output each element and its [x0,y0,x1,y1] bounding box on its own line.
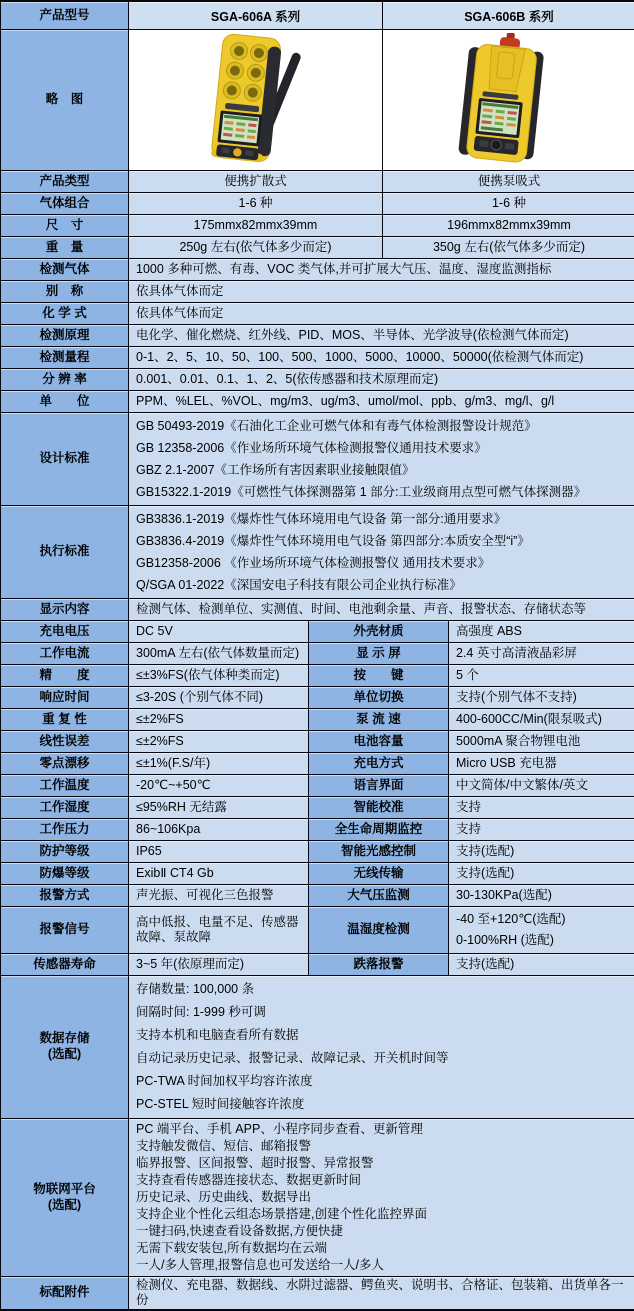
storage-line: 间隔时间: 1-999 秒可调 [136,1005,266,1019]
header-sga-606a-text: SGA-606A 系列 [210,9,301,24]
pair-value-2 [449,643,634,665]
pair-value-1 [129,907,309,954]
pair-label-2 [309,797,449,819]
pair-value-1 [129,753,309,775]
label-text: 泵 流 速 [356,711,401,726]
value-text: 0.001、0.01、0.1、1、2、5(依传感器和技术原理而定) [136,372,439,386]
value-text: 5 个 [456,668,479,682]
pair-value-1 [129,775,309,797]
label-text: 化 学 式 [42,305,87,320]
display-content-label [1,599,129,621]
pair-value-1 [129,885,309,907]
pair-label-2 [309,731,449,753]
pair-value-1 [129,797,309,819]
units-label [1,391,129,413]
label-text: 防爆等级 [39,865,90,880]
label-text: 别 称 [45,283,84,298]
resolution-label [1,369,129,391]
label-text: 温湿度检测 [347,922,410,937]
pair-value-2 [449,885,634,907]
pair-value-1 [129,863,309,885]
accessories-label [1,1277,129,1310]
label-text: 智能校准 [353,799,404,814]
detect-principle-value [129,325,634,347]
row-design-standards [1,413,633,506]
label-line2: (选配) [47,1047,82,1061]
resolution-value [129,369,634,391]
label-text: 显 示 屏 [356,645,401,660]
value-text: 检测仪、充电器、数据线、水阱过滤器、鳄鱼夹、说明书、合格证、包装箱、出货单各一份 [136,1278,624,1307]
pair-label-2 [309,907,449,954]
row-alarm-mode [1,885,633,907]
value-text: ≤±2%FS [136,712,184,726]
pair-label-2 [309,863,449,885]
label-text: 跌落报警 [353,956,404,971]
value-text: 高中低报、电量不足、传感器故障、泵故障 [136,915,299,944]
value-text: 便携扩散式 [224,174,287,188]
value-text: IP65 [136,844,162,858]
row-working-pressure [1,819,633,841]
units-value [129,391,634,413]
row-charge-voltage [1,621,633,643]
value-text: DC 5V [136,624,173,638]
value-text: 350g 左右(依气体多少而定) [432,240,586,254]
label-text: 工作温度 [39,777,90,792]
label-text: 尺 寸 [45,217,84,232]
value-text: ≤±1%(F.S/年) [136,756,211,770]
data-storage-label [1,976,129,1119]
value-text: 400-600CC/Min(限泵吸式) [456,712,602,726]
value-text: 依具体气体而定 [136,306,224,320]
iot-line: 一键扫码,快速查看设备数据,方便快捷 [136,1224,343,1238]
label-text: 重 量 [45,239,84,254]
value-text: 声光振、可视化三色报警 [136,888,274,902]
dimensions-b [383,215,634,237]
gas-combination-a [129,193,383,215]
pair-label-2 [309,665,449,687]
pair-value-2 [449,731,634,753]
pair-label-2 [309,709,449,731]
label-text: 电池容量 [353,733,404,748]
standard-line: GBZ 2.1-2007《工作场所有害因素职业接触限值》 [136,463,415,477]
row-accessories [1,1277,633,1310]
pair-label-2 [309,621,449,643]
value-text: 高强度 ABS [456,624,522,638]
row-alarm-signal [1,907,633,954]
pair-value-2 [449,621,634,643]
row-protection-rating [1,841,633,863]
row-detect-range [1,347,633,369]
pair-value-2 [449,775,634,797]
dimensions-a [129,215,383,237]
value-text: 支持 [456,800,482,814]
value-text: 175mmx82mmx39mm [193,218,318,232]
value-text: 1000 多种可燃、有毒、VOC 类气体,并可扩展大气压、温度、湿度监测指标 [136,262,552,276]
storage-line: 存储数量: 100,000 条 [136,982,255,996]
gas-combination-b [383,193,634,215]
standard-line: Q/SGA 01-2022《深国安电子科技有限公司企业执行标准》 [136,578,462,592]
design-standards-label [1,413,129,506]
sga-606a-product-image [129,30,383,171]
label-text: 外壳材质 [353,623,404,638]
standard-line: GB3836.4-2019《爆炸性气体环境用电气设备 第四部分:本质安全型“i”》 [136,534,530,548]
row-sensor-life [1,954,633,976]
pair-value-2 [449,819,634,841]
label-text: 响应时间 [39,689,90,704]
value-text: 1-6 种 [491,196,527,210]
row-working-current [1,643,633,665]
pair-label-1 [1,775,129,797]
pair-label-2 [309,819,449,841]
value-text: ≤±2%FS [136,734,184,748]
row-repeatability [1,709,633,731]
standard-line: GB12358-2006 《作业场所环境气体检测报警仪 通用技术要求》 [136,556,491,570]
design-standards-value [129,413,634,506]
label-text: 充电电压 [39,623,90,638]
pair-label-2 [309,775,449,797]
pair-label-1 [1,885,129,907]
chemical-formula-value [129,303,634,325]
row-exec-standards [1,506,633,599]
detect-principle-label [1,325,129,347]
row-linearity-error [1,731,633,753]
row-zero-drift [1,753,633,775]
pair-value-2 [449,907,634,954]
label-text: 无线传输 [353,865,404,880]
storage-line: 支持本机和电脑查看所有数据 [136,1028,299,1042]
value-text: 196mmx82mmx39mm [447,218,571,232]
label-text [39,1031,89,1062]
pair-value-1 [129,665,309,687]
product-type-a [129,171,383,193]
label-text: 检测量程 [39,349,90,364]
storage-line: 自动记录历史记录、报警记录、故障记录、开关机时间等 [136,1051,449,1065]
label-text: 充电方式 [353,755,404,770]
pair-label-1 [1,863,129,885]
pair-label-2 [309,753,449,775]
label-line1: 数据存储 [39,1031,90,1046]
value-text: 30-130KPa(选配) [456,888,552,902]
value-text: 便携泵吸式 [477,174,541,188]
row-product-type [1,171,633,193]
label-text: 检测原理 [39,327,90,342]
pair-label-1 [1,643,129,665]
weight-b [383,237,634,259]
label-text: 精 度 [39,667,90,682]
storage-line: PC-STEL 短时间接触容许浓度 [136,1097,305,1111]
pair-value-2 [449,841,634,863]
pair-label-1 [1,665,129,687]
label-line1: 物联网平台 [33,1181,96,1196]
standard-line: GB3836.1-2019《爆炸性气体环境用电气设备 第一部分:通用要求》 [136,512,507,526]
exec-standards-value [129,506,634,599]
value-text: 0-1、2、5、10、50、100、500、1000、5000、10000、50000(依检测气体而定) [136,350,584,364]
iot-line: PC 端平台、手机 APP、小程序同步查看、更新管理 [136,1122,423,1136]
pair-label-2 [309,954,449,976]
sketch-row [1,30,633,171]
row-data-storage [1,976,633,1119]
accessories-value [129,1277,634,1310]
header-sga-606a [129,2,383,30]
header-sga-606b-text: SGA-606B 系列 [464,9,554,24]
value-text: 依具体气体而定 [136,284,224,298]
detect-gas-label [1,259,129,281]
row-working-temperature [1,775,633,797]
label-text: 工作电流 [39,645,90,660]
value-text: 支持(选配) [456,957,515,971]
row-dimensions [1,215,633,237]
label-text: 分 辨 率 [42,371,87,386]
product-type-label [1,171,129,193]
label-text: 单 位 [39,393,90,408]
value-text: 86~106Kpa [136,822,201,836]
row-resolution [1,369,633,391]
iot-line: 支持触发微信、短信、邮箱报警 [136,1139,312,1153]
pair-label-1 [1,621,129,643]
alias-label [1,281,129,303]
value-text: Micro USB 充电器 [456,756,557,770]
pair-value-2 [449,687,634,709]
iot-line: 一人/多人管理,报警信息也可发送给一人/多人 [136,1258,384,1272]
alias-value [129,281,634,303]
pair-label-2 [309,687,449,709]
row-alias [1,281,633,303]
iot-platform-label [1,1119,129,1277]
value-text: 支持(选配) [456,866,515,880]
table-header-row [1,2,633,30]
row-iot-platform [1,1119,633,1277]
value-text: 支持(选配) [456,844,515,858]
sketch-label-text: 略 图 [45,92,84,107]
pair-label-1 [1,841,129,863]
value-text: ≤95%RH 无结露 [136,800,227,814]
label-text: 全生命周期监控 [334,821,423,836]
dimensions-label [1,215,129,237]
row-working-humidity [1,797,633,819]
value-text: 3~5 年(依原理而定) [136,957,245,971]
label-text: 工作压力 [39,821,90,836]
value-text: 支持(个别气体不支持) [456,690,577,704]
row-weight [1,237,633,259]
pair-label-1 [1,687,129,709]
pair-label-1 [1,907,129,954]
pair-label-1 [1,797,129,819]
product-type-b [383,171,634,193]
weight-label [1,237,129,259]
value-text: ExibⅡ CT4 Gb [136,866,214,880]
label-text: 大气压监测 [347,887,410,902]
value-text: -20℃~+50℃ [136,778,211,792]
label-text: 工作湿度 [39,799,90,814]
label-text: 传感器寿命 [33,956,96,971]
detect-gas-value [129,259,634,281]
row-detect-principle [1,325,633,347]
label-text: 报警方式 [39,887,90,902]
header-product-model-text: 产品型号 [39,7,90,22]
value-line: -40 至+120℃(选配) [456,912,566,926]
pair-value-1 [129,841,309,863]
value-text: 电化学、催化燃烧、红外线、PID、MOS、半导体、光学波导(依检测气体而定) [136,328,569,342]
label-text: 显示内容 [39,601,90,616]
row-accuracy [1,665,633,687]
label-text: 检测气体 [39,261,90,276]
label-text: 防护等级 [39,843,90,858]
pair-label-2 [309,885,449,907]
row-gas-combination [1,193,633,215]
pair-value-2 [449,753,634,775]
standard-line: GB15322.1-2019《可燃性气体探测器第 1 部分:工业级商用点型可燃气体探测器》 [136,485,587,499]
value-text: ≤3-20S (个别气体不同) [136,690,264,704]
pair-value-2 [449,954,634,976]
detect-range-value [129,347,634,369]
pair-value-1 [129,643,309,665]
pair-value-2 [449,665,634,687]
value-text: PPM、%LEL、%VOL、mg/m3、ug/m3、umol/mol、ppb、g/m3、mg/l、g/l [136,394,555,408]
pair-label-1 [1,709,129,731]
gas-combination-label [1,193,129,215]
sketch-label [1,30,129,171]
header-product-model-label [1,2,129,30]
exec-standards-label [1,506,129,599]
label-text: 气体组合 [39,195,90,210]
detect-range-label [1,347,129,369]
pair-value-2 [449,709,634,731]
pair-label-2 [309,643,449,665]
iot-line: 临界报警、区间报警、超时报警、异常报警 [136,1156,374,1170]
chemical-formula-label [1,303,129,325]
iot-line: 支持查看传感器连接状态、数据更新时间 [136,1173,362,1187]
pair-value-1 [129,621,309,643]
row-units [1,391,633,413]
iot-line: 支持企业个性化云组态场景搭建,创建个性化监控界面 [136,1207,427,1221]
label-text: 零点漂移 [39,755,90,770]
pair-value-1 [129,819,309,841]
pair-value-1 [129,954,309,976]
storage-line: PC-TWA 时间加权平均容许浓度 [136,1074,313,1088]
pair-value-2 [449,863,634,885]
data-storage-value [129,976,634,1119]
row-display-content [1,599,633,621]
label-line2: (选配) [47,1197,82,1212]
value-text: ≤±3%FS(依气体种类而定) [136,668,280,682]
pair-label-1 [1,753,129,775]
label-text: 线性误差 [39,733,90,748]
pair-label-1 [1,954,129,976]
header-sga-606b [383,2,634,30]
diffusion-detector-illustration [171,33,341,167]
label-text: 报警信号 [39,922,90,937]
standard-line: GB 12358-2006《作业场所环境气体检测报警仪通用技术要求》 [136,441,487,455]
value-text: 1-6 种 [238,196,273,210]
pair-value-2 [449,797,634,819]
value-text: 支持 [456,822,482,836]
display-content-value [129,599,634,621]
iot-line: 历史记录、历史曲线、数据导出 [136,1190,312,1204]
row-response-time [1,687,633,709]
pair-label-2 [309,841,449,863]
pair-value-1 [129,731,309,753]
value-text: 2.4 英寸高清液晶彩屏 [456,646,577,660]
pump-detector-illustration [424,33,594,167]
standard-line: GB 50493-2019《石油化工企业可燃气体和有毒气体检测报警设计规范》 [136,419,537,433]
pair-value-1 [129,709,309,731]
label-text: 智能光感控制 [340,843,416,858]
label-text: 标配附件 [39,1285,90,1300]
label-text: 语言界面 [353,777,404,792]
pair-value-1 [129,687,309,709]
value-text: 5000mA 聚合物锂电池 [456,734,581,748]
pair-label-1 [1,819,129,841]
iot-platform-value [129,1119,634,1277]
label-text: 重 复 性 [42,711,87,726]
pair-label-1 [1,731,129,753]
iot-line: 无需下载安装包,所有数据均在云端 [136,1241,327,1255]
value-text: 中文简体/中文繁体/英文 [456,778,588,792]
label-text [33,1182,96,1213]
row-chemical-formula [1,303,633,325]
label-text: 设计标准 [39,451,90,466]
row-explosion-proof-rating [1,863,633,885]
label-text: 产品类型 [39,173,90,188]
nav-knob [491,139,502,150]
row-detect-gas [1,259,633,281]
label-text: 执行标准 [39,544,90,559]
value-text: 250g 左右(依气体多少而定) [179,240,332,254]
label-text: 按 键 [353,667,404,682]
value-line: 0-100%RH (选配) [456,933,554,947]
value-text: 检测气体、检测单位、实测值、时间、电池剩余量、声音、报警状态、存储状态等 [136,602,587,616]
sga-606b-product-image [383,30,634,171]
value-text: 300mA 左右(依气体数量而定) [136,646,300,660]
weight-a [129,237,383,259]
label-text: 单位切换 [353,689,404,704]
